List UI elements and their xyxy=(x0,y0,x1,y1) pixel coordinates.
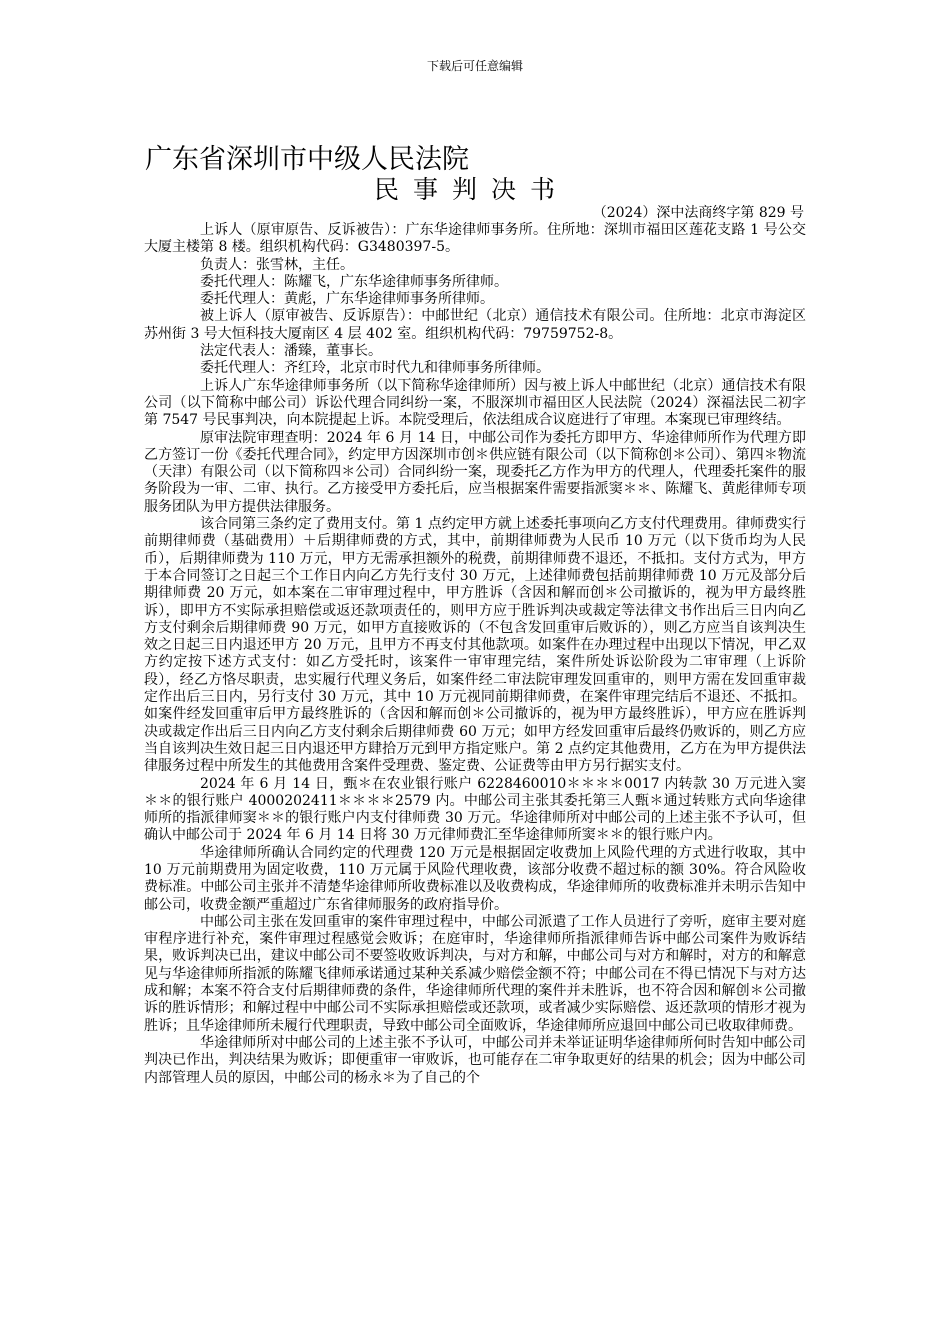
paragraph-appellant-agent-1: 委托代理人：陈耀飞，广东华途律师事务所律师。 xyxy=(200,273,508,290)
paragraph-appellant: 上诉人（原审原告、反诉被告）：广东华途律师事务所。住所地：深圳市福田区莲花支路 1 号公交大厦主楼第 8 楼。组织机构代码：G3480397-5。 xyxy=(144,222,806,256)
paragraph-appellee: 被上诉人（原审被告、反诉原告）：中邮世纪（北京）通信技术有限公司。住所地：北京市海淀区苏州街 3 号大恒科技大厦南区 4 层 402 室。组织机构代码：79759752-8。 xyxy=(144,308,806,342)
document-title: 民事判决书 xyxy=(374,175,570,204)
paragraph-appellant-head: 负责人：张雪林，主任。 xyxy=(200,256,354,273)
paragraph-rebuttal: 华途律师所对中邮公司的上述主张不予认可，中邮公司并未举证证明华途律师所何时告知中邮公司判决已作出，判决结果为败诉；即便重审一审败诉，也可能存在二审争取更好的结果的机会；因为中邮公司内部管理人员的原因，中邮公司的杨永＊为了自己的个 xyxy=(144,1034,806,1086)
header-note: 下载后可任意编辑 xyxy=(426,59,523,73)
paragraph-fee-terms: 该合同第三条约定了费用支付。第 1 点约定甲方就上述委托事项向乙方支付代理费用。律师费实行前期律师费（基础费用）＋后期律师费的方式，其中，前期律师费为人民币 10 万元（以下货币均为人民币），后期律师费为 110 万元，甲方无需承担额外的税费，前期律师费不退还，不抵扣。支付方式为，甲方于本合同签订之日起三个工作日内向乙方先行支付 30 万元，上述律师费包括前期律师费 10 万元及部分后期律师费 20 万元，如本案在二审审理过程中，甲方胜诉（含因和解而创＊公司撤诉的，视为甲方最终胜诉），即甲方不实际承担赔偿或返还款项责任的，则甲方应于胜诉判决或裁定等法律文书作出后三日内向乙方支付剩余后期律师费 90 万元，如甲方直接败诉的（不包含发回重审后败诉的），则乙方应当自该判决生效之日起三日内退还甲方 20 万元，且甲方不再支付其他款项。如案件在办理过程中出现以下情况，甲乙双方约定按下述方式支付：如乙方受托时，该案件一审审理完结，案件所处诉讼阶段为二审审理（上诉阶段），经乙方恪尽职责，忠实履行代理义务后，如案件经二审法院审理发回重审的，则甲方需在发回重审裁定作出后三日内，另行支付 30 万元，其中 10 万元视同前期律师费，在案件审理完结后不退还、不抵扣。如案件经发回重审后甲方最终胜诉的（含因和解而创＊公司撤诉的，视为甲方最终胜诉），甲方应在胜诉判决或裁定作出后三日内向乙方支付剩余后期律师费 60 万元；如甲方经发回重审后最终仍败诉的，则乙方应当自该判决生效日起三日内退还甲方肆拾万元到甲方指定账户。第 2 点约定其他费用，乙方在为甲方提供法律服务过程中所发生的其他费用含案件受理费、鉴定费、公证费等由甲方另行据实支付。 xyxy=(144,516,806,775)
paragraph-facts: 原审法院审理查明：2024 年 6 月 14 日，中邮公司作为委托方即甲方、华途律师所作为代理方即乙方签订一份《委托代理合同》，约定甲方因深圳市创＊供应链有限公司（以下简称创＊公司）、第四＊物流（天津）有限公司（以下简称四＊公司）合同纠纷一案，现委托乙方作为甲方的代理人，代理委托案件的服务阶段为一审、二审、执行。乙方接受甲方委托后，应当根据案件需要指派窦＊＊、陈耀飞、黄彪律师专项服务团队为甲方提供法律服务。 xyxy=(144,429,806,515)
paragraph-appellee-agent: 委托代理人：齐红玲，北京市时代九和律师事务所律师。 xyxy=(200,360,550,377)
document-body xyxy=(144,222,806,1087)
paragraph-fee-standard: 华途律师所确认合同约定的代理费 120 万元是根据固定收费加上风险代理的方式进行收取，其中 10 万元前期费用为固定收费，110 万元属于风险代理收费，该部分收费不超过标的额 30%。符合风险收费标准。中邮公司主张并不清楚华途律师所收费标准以及收费构成，华途律师所的收费标准并未明示告知中邮公司，收费金额严重超过广东省律师服务的政府指导价。 xyxy=(144,844,806,913)
court-name: 广东省深圳市中级人民法院 xyxy=(145,144,469,175)
paragraph-payment: 2024 年 6 月 14 日，甄＊在农业银行账户 6228460010＊＊＊＊0017 内转款 30 万元进入窦＊＊的银行账户 4000202411＊＊＊＊2579 内。中邮公司主张其委托第三人甄＊通过转账方式向华途律师所的指派律师窦＊＊的银行账户内支付律师费 30 万元。华途律师所对中邮公司的上述主张不予认可，但确认中邮公司于 2024 年 6 月 14 日将 30 万元律师费汇至华途律师所窦＊＊的银行账户内。 xyxy=(144,775,806,844)
case-number: （2024）深中法商终字第 829 号 xyxy=(592,205,804,221)
paragraph-appellant-agent-2: 委托代理人：黄彪，广东华途律师事务所律师。 xyxy=(200,291,494,308)
paragraph-appellee-representative: 法定代表人：潘臻，董事长。 xyxy=(200,343,382,360)
paragraph-retrial-claims: 中邮公司主张在发回重审的案件审理过程中，中邮公司派遣了工作人员进行了旁听，庭审主要对庭审程序进行补充，案件审理过程感觉会败诉；在庭审时，华途律师所指派律师告诉中邮公司案件为败诉结果，败诉判决已出，建议中邮公司不要签收败诉判决，与对方和解，中邮公司与对方和解时，对方的和解意见与华途律师所指派的陈耀飞律师承诺通过某种关系减少赔偿金额不符；中邮公司在不得已情况下与对方达成和解；本案不符合支付后期律师费的条件，华途律师所代理的案件并未胜诉，也不符合因和解创＊公司撤诉的胜诉情形；和解过程中中邮公司不实际承担赔偿或还款项，或者减少实际赔偿、返还款项的情形才视为胜诉；且华途律师所未履行代理职责，导致中邮公司全面败诉，华途律师所应退回中邮公司已收取律师费。 xyxy=(144,913,806,1034)
paragraph-case-intro: 上诉人广东华途律师事务所（以下简称华途律师所）因与被上诉人中邮世纪（北京）通信技术有限公司（以下简称中邮公司）诉讼代理合同纠纷一案，不服深圳市福田区人民法院（2024）深福法民二初字第 7547 号民事判决，向本院提起上诉。本院受理后，依法组成合议庭进行了审理。本案现已审理终结。 xyxy=(144,377,806,429)
